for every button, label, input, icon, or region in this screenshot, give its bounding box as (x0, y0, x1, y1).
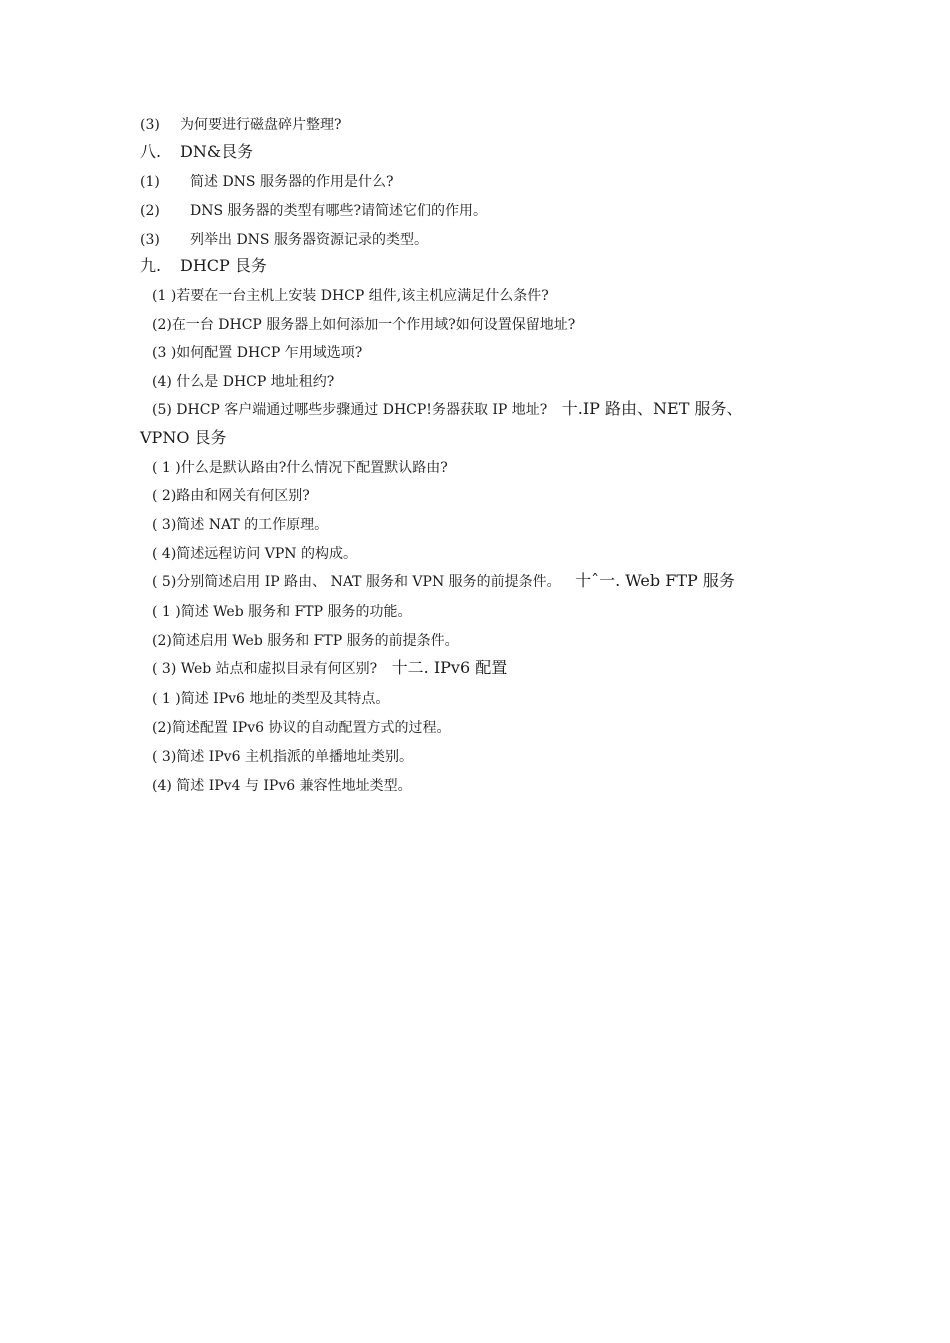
question-line (140, 116, 342, 134)
item-text: ( 3)简述 NAT 的工作原理。 (152, 517, 329, 533)
question-line (152, 572, 735, 591)
section-number: 八. (140, 142, 162, 161)
question-line (152, 777, 412, 795)
item-text: 简述 DNS 服务器的作用是什么? (190, 174, 394, 190)
item-text: ( 3) Web 站点和虚拟目录有何区别? (152, 661, 378, 677)
item-text: (2)在一台 DHCP 服务器上如何添加一个作用域?如何设置保留地址? (152, 317, 576, 333)
question-line (152, 659, 507, 678)
item-text: ( 4)简述远程访问 VPN 的构成。 (152, 546, 357, 562)
item-text: (4) 简述 IPv4 与 IPv6 兼容性地址类型。 (152, 778, 412, 794)
section-heading-inline: 十ˆ一. Web FTP 服务 (575, 571, 735, 590)
question-line (152, 316, 575, 334)
question-line (152, 516, 328, 534)
item-text: 列举出 DNS 服务器资源记录的类型。 (190, 232, 428, 248)
item-text: (2)简述启用 Web 服务和 FTP 服务的前提条件。 (152, 633, 459, 649)
item-text: ( 2)路由和网关有何区别? (152, 488, 310, 504)
item-text: ( 1 )什么是默认路由?什么情况下配置默认路由? (152, 460, 448, 476)
section-heading-continued (140, 428, 227, 448)
item-number: (3) (140, 232, 160, 248)
question-line (152, 373, 334, 391)
question-line (140, 173, 393, 191)
item-text: (5) DHCP 客户端通过哪些步骤通过 DHCP!务器获取 IP 地址? (152, 402, 548, 418)
item-number: (1) (140, 174, 160, 190)
question-line (152, 632, 459, 650)
section-heading-inline: 十.IP 路由、NET 服务、 (561, 399, 743, 418)
question-line (152, 487, 310, 505)
question-line (140, 231, 428, 249)
question-line (152, 690, 389, 708)
question-line (152, 400, 742, 419)
section-heading (140, 142, 253, 162)
question-line (152, 748, 413, 766)
section-title: DHCP 艮务 (180, 256, 267, 275)
section-title: VPNO 艮务 (140, 428, 227, 447)
item-text: (2)简述配置 IPv6 协议的自动配置方式的过程。 (152, 720, 451, 736)
section-heading-inline: 十二. IPv6 配置 (391, 658, 508, 677)
item-text: 为何要进行磁盘碎片整理? (180, 117, 342, 133)
question-line (152, 719, 451, 737)
item-text: ( 1 )简述 Web 服务和 FTP 服务的功能。 (152, 604, 412, 620)
item-text: ( 5)分别简述启用 IP 路由、 NAT 服务和 VPN 服务的前提条件。 (152, 574, 561, 590)
question-line (152, 459, 448, 477)
section-title: DN&艮务 (180, 142, 254, 161)
item-number: (2) (140, 203, 160, 219)
item-text: ( 3)简述 IPv6 主机指派的单播地址类别。 (152, 749, 413, 765)
question-line (152, 603, 412, 621)
item-text: (4) 什么是 DHCP 地址租约? (152, 374, 335, 390)
question-line (152, 287, 549, 305)
question-line (140, 202, 487, 220)
item-text: (1 )若要在一台主机上安装 DHCP 组件,该主机应满足什么条件? (152, 288, 549, 304)
question-line (152, 344, 362, 362)
item-text: DNS 服务器的类型有哪些?请简述它们的作用。 (190, 203, 488, 219)
item-text: (3 )如何配置 DHCP 乍用域选项? (152, 345, 363, 361)
item-number: (3) (140, 117, 160, 133)
section-number: 九. (140, 256, 162, 275)
item-text: ( 1 )简述 IPv6 地址的类型及其特点。 (152, 691, 390, 707)
question-line (152, 545, 357, 563)
section-heading (140, 256, 267, 276)
